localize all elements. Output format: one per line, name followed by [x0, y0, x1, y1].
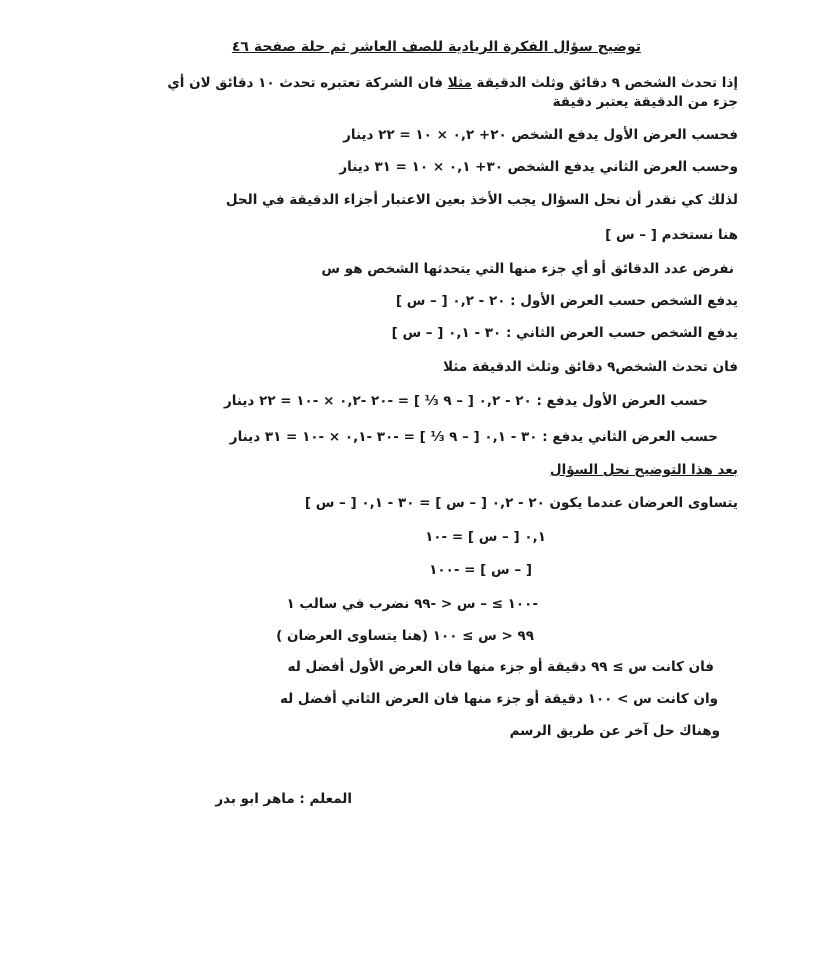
conclusion-3: وهناك حل آخر عن طريق الرسم — [509, 723, 720, 739]
use-symbol: هنا نستخدم [ – س ] — [605, 227, 738, 243]
example-offer2: حسب العرض الثاني يدفع : ٣٠ - ٠,١ [ – ٩ ⅓ ] = -٣٠ -٠,١ × -١٠ = ٣١ دينار — [229, 429, 718, 445]
teacher-signature: المعلم : ماهر ابو بدر — [215, 791, 352, 807]
offer2-calc: وحسب العرض الثاني يدفع الشخص ٣٠+ ٠,١ × ١٠ = ٣١ دينار — [339, 159, 738, 175]
example-intro: فان تحدث الشخص٩ دقائق وثلث الدقيقة مثلا — [443, 359, 738, 375]
intro-text-example: مثلا — [447, 75, 472, 91]
step-1: ٠,١ [ – س ] = -١٠ — [425, 529, 546, 545]
intro-line-1 — [167, 74, 738, 92]
intro-line-2: جزء من الدقيقة يعتبر دقيقة — [552, 94, 738, 110]
conclusion-1: فان كانت س ≥ ٩٩ دقيقة أو جزء منها فان العرض الأول أفضل له — [287, 659, 714, 675]
document-title: توضيح سؤال الفكرة الريادية للصف العاشر ثم حلة صفحة ٤٦ — [231, 39, 641, 55]
fraction-note: لذلك كي نقدر أن نحل السؤال يجب الأخذ بعين الاعتبار أجزاء الدقيقة في الحل — [225, 192, 738, 208]
assumption: نفرض عدد الدقائق أو أي جزء منها التي يتحدثها الشخص هو س — [321, 261, 734, 277]
conclusion-2: وان كانت س > ١٠٠ دقيقة أو جزء منها فان العرض الثاني أفضل له — [279, 691, 718, 707]
solution-heading: بعد هذا التوضيح نحل السؤال — [549, 462, 738, 478]
intro-text-a: إذا تحدث الشخص ٩ دقائق وثلث الدقيقة — [471, 75, 738, 91]
offer1-calc: فحسب العرض الأول يدفع الشخص ٢٠+ ٠,٢ × ١٠ = ٢٢ دينار — [343, 127, 738, 143]
step-3: -١٠٠ ≥ – س < -٩٩ نضرب في سالب ١ — [286, 596, 538, 612]
pay-offer2: يدفع الشخص حسب العرض الثاني : ٣٠ - ٠,١ [ – س ] — [391, 325, 738, 341]
equality-condition: يتساوى العرضان عندما يكون ٢٠ - ٠,٢ [ – س ] = ٣٠ - ٠,١ [ – س ] — [304, 495, 738, 511]
step-4: ٩٩ < س ≥ ١٠٠ (هنا يتساوى العرضان ) — [276, 628, 534, 644]
pay-offer1: يدفع الشخص حسب العرض الأول : ٢٠ - ٠,٢ [ – س ] — [395, 293, 738, 309]
intro-text-c: فان الشركة تعتبره تحدث ١٠ دقائق لان أي — [167, 75, 448, 91]
example-offer1: حسب العرض الأول يدفع : ٢٠ - ٠,٢ [ – ٩ ⅓ ] = -٢٠ -٠,٢ × -١٠ = ٢٢ دينار — [224, 393, 708, 409]
step-2: [ – س ] = -١٠٠ — [429, 562, 532, 578]
